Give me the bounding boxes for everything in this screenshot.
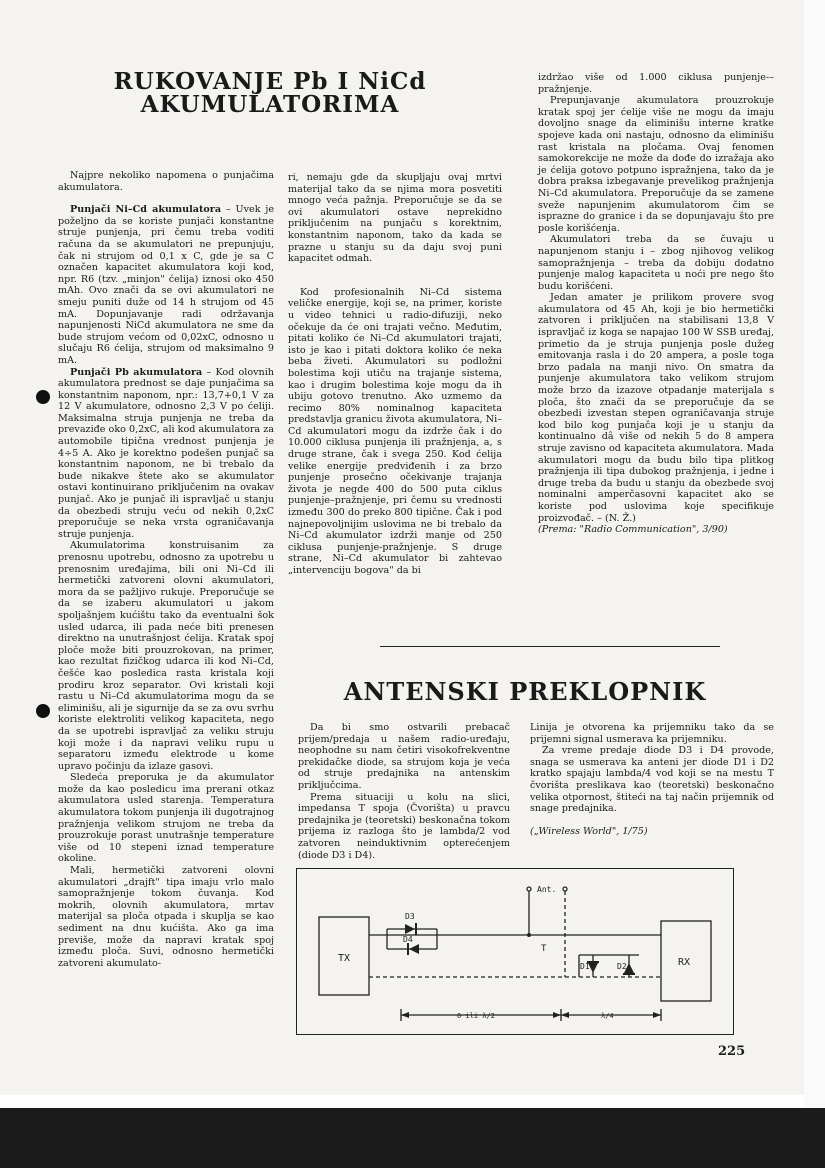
binder-hole (36, 704, 50, 718)
antenna-label: Ant. (537, 885, 557, 894)
scan-bottom-band (0, 1108, 825, 1168)
section-divider (380, 646, 720, 647)
d2-label: D2 (617, 962, 627, 971)
paragraph-text: – Uvek je poželjno da se koriste punjači konstantne struje punjenja, pri čemu treba voditi računa da se akumulatori ne prepunjuju, čak ni strujom od 0,1 x C, gde je sa C označen kapacitet akumulatora koji kod, npr. R6 (tzv. „minjon" ćelija) iznosi oko 450 mAh. Ovo znači da se ovi akumulatori ne smeju puniti duže od 14 h strujom od 45 mA. Dopunjavanje radi održavanja napunjenosti NiCd akumulatora ne sme da bude strujom većom od 0,02xC, odnosno u slučaju R6 ćelija, strujom od maksimalno 9 mA. (58, 204, 274, 366)
article-title: ANTENSKI PREKLOPNIK (343, 677, 707, 706)
arrow-head (401, 1012, 409, 1018)
paragraph: Akumulatori treba da se čuvaju u napunjenom stanju i – zbog njihovog velikog samopražnjenja – treba da dobiju dodatno punjenje malog kapaciteta u noći pre nego što budu korišćeni. (538, 234, 774, 292)
paragraph: Kod profesionalnih Ni–Cd sistema veličke energije, koji se, na primer, koriste u video tehnici u radio-difuziji, neko očekuje da će oni trajati večno. Međutim, pitati koliko će Ni–Cd akumulatori trajati, isto je kao i pitati doktora koliko će neka beba živeti. Akumulatori su podložni bolestima koji utiču na trajanje sistema, kao i drugim bolestima koje mogu da ih ubiju gotovo trenutno. Ako uzmemo da recimo 80% nominalnog kapaciteta predstavlja granicu života akumulatora, Ni–Cd akumulatori mogu da izdrže čak i do 10.000 ciklusa punjenja ili pražnjenja, a, s druge strane, čak i svega 250. Kod ćelija velike energije predviđenih i za brzo punjenje prosečno očekivanje trajanja života je negde 400 do 500 puta ciklus punjenje–pražnjenje, pri čemu su vrednosti između 300 do preko 800 tipične. Čak i pod najnepovoljnijim uslovima ne bi trebalo da Ni–Cd akumulator izdrži manje od 250 ciklusa punjenje-pražnjenje. S druge strane, Ni–Cd akumulator bi zahtevao „intervenciju bogova" da bi (288, 286, 502, 576)
paragraph (58, 367, 274, 541)
page-number: 225 (718, 1044, 746, 1059)
t-junction-label: T (541, 944, 547, 954)
diode-d3-symbol (405, 924, 415, 934)
article1-column-2 (288, 172, 502, 577)
arrow-head (653, 1012, 661, 1018)
article2-column-2 (530, 722, 774, 837)
paragraph: Mali, hermetički zatvoreni olovni akumulatori „drajft" tipa imaju vrlo malo samopražnjenje tokom čuvanja. Kod mokrih, olovnih akumulatora, mrtav materijal sa ploča otpada i skuplja se kao sediment na dnu kućišta. Ako ga ima previše, može da napravi kratak spoj između ploča. Suvi, odnosno hermetički zatvoreni akumulato- (58, 865, 274, 969)
antenna-terminal (563, 887, 567, 891)
paragraph: Najpre nekoliko napomena o punjačima akumulatora. (58, 170, 274, 193)
paragraph: Linija je otvorena ka prijemniku tako da se prijemni signal usmerava ka prijemniku. (530, 722, 774, 745)
paragraph: Jedan amater je prilikom provere svog akumulatora od 45 Ah, koji je bio hermetički zatvoren i priključen na stabilisani 13,8 V ispravljač iz koga se napajao 100 W SSB uređaj, primetio da je struja punjenja posle dužeg emitovanja rasla i do 20 ampera, a posle toga brzo padala na manji nivo. On smatra da punjenje akumulatora tako velikom strujom može brzo da izazove otpadanje materijala s ploča, što znači da se preporučuje da se obezbedi izvestan stepen ograničavanja struje kod bilo kog punjača koji je u stanju da kontinualno dâ više od nekih 5 do 8 ampera struje zavisno od kapaciteta akumulatora. Mada akumulatori mogu da budu bilo tipa plitkog pražnjenja ili tipa dubokog pražnjenja, i jedne i druge treba da budu u stanju da obezbede svoj nominalni amperčasovni kapacitet ako se koriste pod uslovima koje specifikuje proizvođač. – (N. Ž.) (538, 292, 774, 524)
binder-hole (36, 390, 50, 404)
paragraph: Prema situaciji u kolu na slici, impedansa T spoja (Čvorišta) u pravcu predajnika je (teoretski) beskonačna tokom prijema iz razloga što je lambda/2 vod zatvoren neinduktivnim opterećenjem (diode D3 i D4). (298, 791, 510, 861)
paragraph: Da bi smo ostvarili prebacač prijem/predaja u našem radio-uređaju, neophodne su nam četiri visokofrekventne prekidačke diode, sa strujom koja je veća od struje predajnika na antenskim priključcima. (298, 722, 510, 791)
diode-d4-symbol (409, 944, 419, 954)
arrow-head (553, 1012, 561, 1018)
diode-d4-bar (407, 943, 409, 955)
d4-label: D4 (403, 935, 413, 944)
d3-label: D3 (405, 912, 415, 921)
antenna-terminal (527, 887, 531, 891)
d1-label: D1 (580, 962, 590, 971)
scan-margin (804, 0, 825, 1108)
diode-d2-bar (623, 973, 635, 975)
diode-d3-bar (415, 923, 417, 935)
source-citation: („Wireless World", 1/75) (530, 825, 648, 837)
article2-column-1 (298, 722, 510, 861)
paragraph: izdržao više od 1.000 ciklusa punjenje-–pražnjenje. (538, 72, 774, 95)
paragraph-lead: Punjači Ni–Cd akumulatora (70, 204, 222, 216)
rx-label: RX (678, 957, 691, 968)
article1-column-3 (538, 72, 774, 536)
article-title (110, 70, 430, 116)
paragraph-lead: Punjači Pb akumulatora (70, 366, 203, 378)
arrow-head (561, 1012, 569, 1018)
circuit-schematic (297, 869, 733, 1034)
paragraph: Za vreme predaje diode D3 i D4 provode, snaga se usmerava ka anteni jer diode D1 i D2 kratko spajaju lambda/4 vod koji se na mestu T čvorišta preslikava kao (teoretski) beskonačno velika otpornost, štiteći na taj način prijemnik od snage predajnika. (530, 745, 774, 815)
t-junction-dot (527, 933, 531, 937)
title-line: RUKOVANJE Pb I NiCd (113, 68, 427, 95)
paragraph-text: – Kod olovnih akumulatora prednost se daje punjačima sa konstantnim naponom, npr.: 13,7+0,1 V za 12 V akumulatore, odnosno 2,3 V po ćeliji. Maksimalna struja punjenja ne treba da prevaziđe oko 0,2xC, ali kod akumulatora za automobile tipična vrednost punjenja je 4÷5 A. Ako je korektno podešen punjač sa konstantnim naponom, ne bi trebalo da bude nikakve štete ako se akumulator ostavi kontinuirano priključenim na ovakav punjač. Ako je punjač ili ispravljač u stanju da obezbedi struju veću od nekih 0,2xC preporučuje se neka vrsta ograničavanja struje punjenja. (58, 366, 274, 540)
tx-label: TX (338, 953, 351, 964)
paragraph: Akumulatorima konstruisanim za prenosnu upotrebu, odnosno za upotrebu u prenosnim uređajima, bili oni Ni–Cd ili hermetički zatvoreni olovni akumulatori, mora da se pažljivo rukuje. Preporučuje se da se izaberu akumulatori u jakom spoljašnjem kućištu tako da eventualni šok usled udarca, ili pada neće biti prenesen direktno na unutrašnjost ćelija. Kratak spoj ploče može biti prouzrokovan, na primer, kao rezultat fizičkog udarca ili kod Ni–Cd, češće kao posledica rasta kristala koji prodiru kroz separator. Ovi kristali koji rastu u Ni–Cd akumulatorima mogu da se eliminišu, ali je sigurnije da se za ovu svrhu koriste elektroliti velikog kapaciteta, nego da se upotrebi ispravljač za veliku struju koji može i da napravi veliku rupu u separatoru između elektrode u kome upravo počinju da izlaze gasovi. (58, 540, 274, 772)
circuit-diagram (296, 868, 734, 1035)
paragraph (58, 204, 274, 366)
quarter-wave-label: λ/4 (601, 1012, 614, 1020)
source-citation: (Prema: "Radio Communication", 3/90) (538, 524, 728, 536)
paragraph: ri, nemaju gde da skupljaju ovaj mrtvi materijal tako da se njima mora posvetiti mnogo veća pažnja. Preporučuje se da se ovi akumulatori ostave neprekidno priključenim na punjaču s korektnim, konstantnim naponom, tako da kada se prazne u stanju su da daju svoj puni kapacitet odmah. (288, 172, 502, 265)
paragraph: Prepunjavanje akumulatora prouzrokuje kratak spoj jer ćelije više ne mogu da imaju dovoljno snage da eliminišu interne kratke spojeve kada oni nastaju, odnosno da eliminišu rast kristala na pločama. Ovaj fenomen samokorekcije ne može da dođe do izražaja ako je ćelija gotovo potpuno ispražnjena, tako da je dobra praksa izbegavanje prevelikog pražnjenja Ni–Cd akumulatora. Preporučuje da se zamene sveže napunjenim akumulatorom čim se isprazne do granice i da se dopunjavaju što pre posle korišćenja. (538, 95, 774, 234)
title-line: AKUMULATORIMA (140, 91, 400, 118)
paragraph: Sledeća preporuka je da akumulator može da kao posledicu ima preranі otkaz akumulatora usled starenja. Temperatura akumulatora tokom punjenja ili dugotrajnog pražnjenja velikom strujom ne treba da prouzrokuje porast unutrašnje temperature više od 10 stepeni iznad temperature okoline. (58, 772, 274, 865)
article1-column-1 (58, 170, 274, 969)
half-wave-label: 0 ili λ/2 (457, 1012, 495, 1020)
